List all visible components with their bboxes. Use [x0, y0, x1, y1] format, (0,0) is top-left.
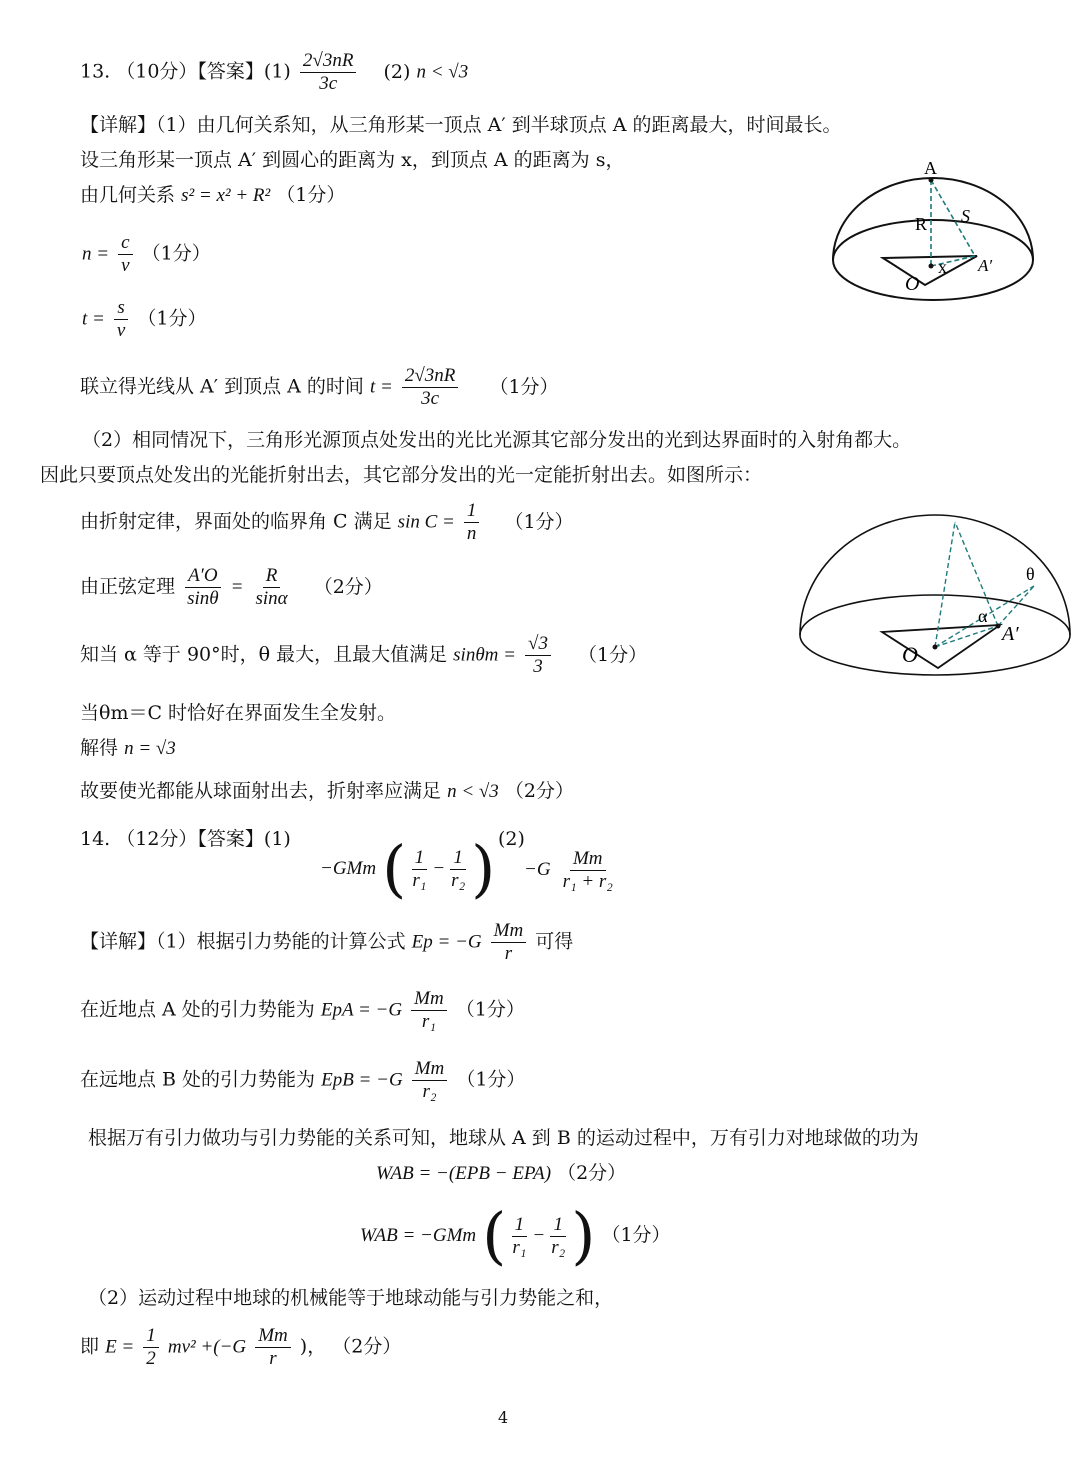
t-fraction: $\frac{s}{v}$: [114, 297, 128, 342]
score-label: （1分）: [578, 643, 648, 666]
q13-alpha-line: 知当 α 等于 90°时，θ 最大，且最大值满足 sinθm = $\frac{√3}{3}$ （1分）: [80, 633, 648, 677]
score-label: （2分）: [332, 1335, 402, 1358]
label-alpha: α: [978, 606, 988, 626]
ep-fraction: $\frac{Mm}{r}$: [491, 920, 527, 965]
refraction-fraction: $\frac{1}{n}$: [464, 500, 480, 545]
score-label: （1分）: [456, 1068, 526, 1091]
hemisphere-outline: [800, 515, 1070, 675]
q13-solve-line: 解得 n = √3: [80, 737, 176, 759]
q14-detail-line: 【详解】（1）根据引力势能的计算公式 Ep = −G $\frac{Mm}{r}$ 可得: [80, 920, 574, 964]
n-fraction: $\frac{c}{v}$: [118, 232, 132, 277]
q13-setup-line: 设三角形某一顶点 A′ 到圆心的距离为 x，到顶点 A 的距离为 s，: [80, 149, 625, 171]
wab2-fraction-2: $\frac{1}{\text{r₂}}$: [551, 1213, 566, 1258]
score-label: （1分）: [504, 510, 574, 533]
label-x: x: [938, 257, 947, 277]
q14-work-line: 根据万有引力做功与引力势能的关系可知，地球从 A 到 B 的运动过程中，万有引力对地球做的功为: [88, 1127, 919, 1149]
label-o: O: [905, 273, 920, 295]
label-a: A: [924, 158, 937, 178]
q14-energy-line: 即 E = $\frac{1}{2}$ mv² +(−G $\frac{Mm}{r}$ )， （2分）: [80, 1325, 402, 1369]
score-label: （1分）: [455, 998, 525, 1021]
label-r: R: [915, 214, 928, 234]
q14-answer2-label: (2): [498, 828, 525, 850]
q13-detail1: 【详解】（1）由几何关系知，从三角形某一顶点 A′ 到半球顶点 A 的距离最大，时间最长。: [80, 114, 842, 136]
q13-part2-line2: 因此只要顶点处发出的光能折射出去，其它部分发出的光一定能折射出去。如图所示：: [40, 464, 763, 486]
wab2-fraction-1: $\frac{1}{\text{r₁}}$: [512, 1213, 527, 1258]
q13-part2-line1: （2）相同情况下，三角形光源顶点处发出的光比光源其它部分发出的光到达界面时的入射角都大。: [82, 429, 912, 451]
score-label: （1分）: [489, 375, 559, 398]
sine-left-fraction: $\frac{A'O}{\sin\theta}$: [187, 565, 219, 609]
energy-fraction-2: $\frac{Mm}{r}$: [255, 1325, 291, 1370]
q13-answer2-label: (2): [383, 60, 411, 83]
q14-wab2-line: WAB = −GMm ( $\frac{1}{\text{r₁}}$ − $\frac{1}{\text{r₂}}$ ) （1分）: [360, 1199, 671, 1272]
label-a-prime: A′: [978, 256, 993, 275]
q14-answer1: −GMm ( $\frac{1}{\text{r₁}}$ − $\frac{1}{\text{r₂}}$ ): [320, 832, 496, 905]
sine-right-fraction: $\frac{R}{\sin\alpha}$: [255, 565, 288, 609]
near-fraction: $\frac{Mm}{\text{r₁}}$: [411, 988, 447, 1033]
q13-geometry-line: 由几何关系 s² = x² + R² （1分）: [80, 184, 346, 206]
q14-answer2: −G $\frac{Mm}{\text{r₁ + r₂}}$: [524, 844, 619, 895]
a-prime-point: [996, 624, 1001, 629]
energy-fraction-1: $\frac{1}{2}$: [143, 1325, 159, 1370]
triangle-light-source: [883, 256, 977, 285]
score-label: （2分）: [313, 575, 383, 598]
q13-n-line: n = $\frac{c}{v}$ （1分）: [82, 232, 211, 276]
label-theta: θ: [1026, 564, 1035, 584]
q14-far-line: 在远地点 B 处的引力势能为 EpB = −G $\frac{Mm}{\text{r₂}}$ （1分）: [80, 1058, 526, 1102]
alpha-fraction: $\frac{√3}{3}$: [525, 633, 551, 678]
q13-answer-line: [80, 50, 468, 95]
ans1-fraction-2: $\frac{1}{\text{r₂}}$: [451, 846, 466, 891]
far-fraction: $\frac{Mm}{\text{r₂}}$: [412, 1058, 448, 1103]
q14-wab1-line: WAB = −(EPB − EPA) （2分）: [376, 1162, 627, 1184]
q13-header: 13. （10分）【答案】(1): [80, 60, 291, 83]
combine-fraction: $\frac{2√3nR}{3c}$: [402, 365, 459, 410]
score-label: （1分）: [276, 184, 346, 206]
q13-t-line: t = $\frac{s}{v}$ （1分）: [82, 297, 207, 341]
hemisphere-outline: [833, 178, 1033, 300]
score-label: （2分）: [557, 1162, 627, 1184]
q13-sine-line: 由正弦定理 $\frac{A'O}{\sin\theta}$ = $\frac{R}{\sin\alpha}$ （2分）: [80, 565, 383, 609]
score-label: （1分）: [141, 242, 211, 265]
q13-answer2: n < √3: [416, 61, 469, 83]
ans1-fraction-1: $\frac{1}{\text{r₁}}$: [412, 846, 427, 891]
q14-near-line: 在近地点 A 处的引力势能为 EpA = −G $\frac{Mm}{\text{r₁}}$ （1分）: [80, 988, 525, 1032]
label-a-prime: A′: [1002, 623, 1019, 645]
q13-conclusion-line: 故要使光都能从球面射出去，折射率应满足 n < √3 （2分）: [80, 780, 574, 802]
q14-header: 14. （12分）【答案】(1): [80, 828, 291, 850]
score-label: （1分）: [601, 1224, 671, 1246]
center-point: [929, 264, 934, 269]
page-number: 4: [498, 1408, 509, 1427]
label-o: O: [902, 642, 918, 667]
hemisphere-diagram-1: [825, 158, 1045, 308]
apex-point: [929, 178, 934, 183]
q14-part2-line: （2）运动过程中地球的机械能等于地球动能与引力势能之和，: [88, 1287, 614, 1309]
ray-up-2: [955, 522, 998, 626]
q13-answer1-fraction: $\frac{2√3nR}{3c}$: [300, 50, 357, 95]
score-label: （2分）: [504, 780, 574, 802]
hemisphere-diagram-2: [790, 510, 1080, 690]
q13-combine-line: 联立得光线从 A′ 到顶点 A 的时间 t = $\frac{2√3nR}{3c}$ （1分）: [80, 365, 559, 409]
center-point: [933, 645, 938, 650]
label-s: S: [961, 206, 970, 226]
score-label: （1分）: [137, 307, 207, 330]
q13-refraction-line: 由折射定律，界面处的临界角 C 满足 sin C = $\frac{1}{n}$ （1分）: [80, 500, 574, 544]
ans2-fraction: $\frac{Mm}{\text{r₁ + r₂}}$: [562, 847, 613, 892]
q13-geometry-equation: s² = x² + R²: [181, 185, 271, 206]
q13-total-reflection-line: 当θm＝C 时恰好在界面发生全发射。: [80, 702, 397, 724]
